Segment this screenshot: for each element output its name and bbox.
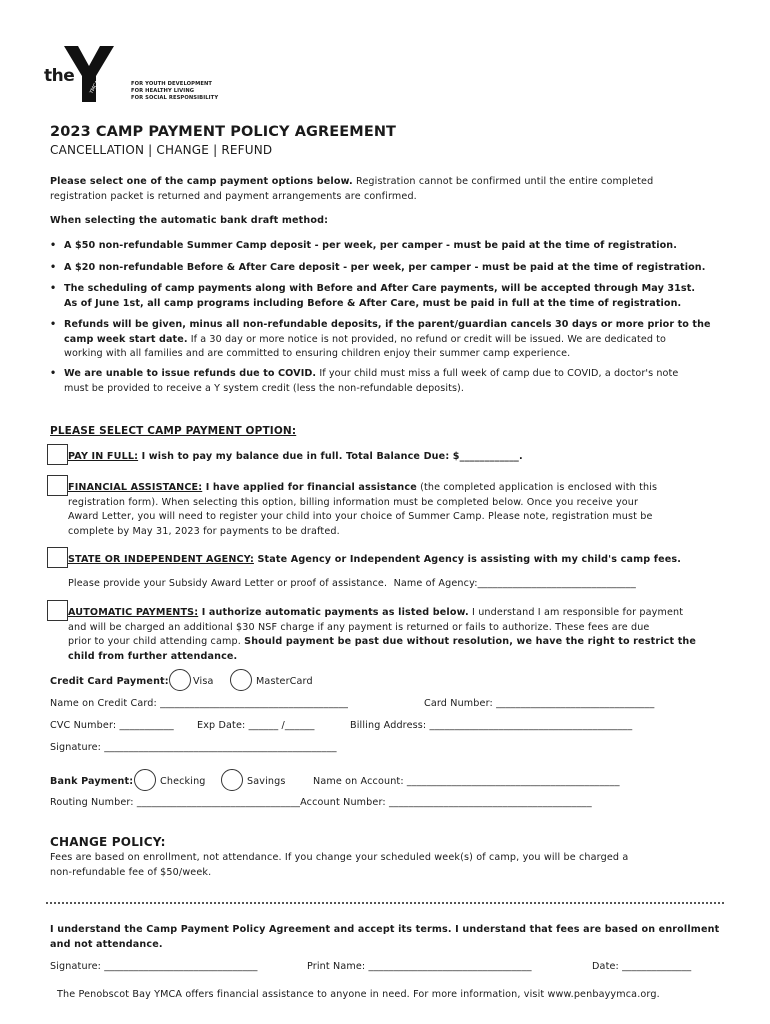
logo-ymca-text: YMCA (88, 79, 101, 95)
financial-assistance-label: FINANCIAL ASSISTANCE: I have applied for financial assistance (the completed application is enclosed with this registration form). When selecting this option, billing information must be completed below. Once you receive your Award Letter, you will need to register your child into your choice of Summer Camp. Please note, registration must be complete by May 31, 2023 for payments to be drafted. (68, 482, 658, 537)
exp-date-field[interactable]: Exp Date: ______ /______ (197, 720, 315, 731)
change-policy-text: Fees are based on enrollment, not attendance. If you change your scheduled week(s) of camp, you will be charged a non-refundable fee of $50/week. (50, 852, 629, 878)
payment-option-heading: PLEASE SELECT CAMP PAYMENT OPTION: (50, 425, 297, 437)
state-agency-label: STATE OR INDEPENDENT AGENCY: State Agency or Independent Agency is assisting with my child's camp fees. (68, 554, 682, 565)
pay-in-full-label: PAY IN FULL: I wish to pay my balance due in full. Total Balance Due: $____________. (68, 451, 523, 462)
page-title: 2023 CAMP PAYMENT POLICY AGREEMENT (50, 124, 397, 140)
bank-payment-label: Bank Payment: (50, 776, 134, 787)
ymca-logo-icon (62, 44, 116, 104)
draft-heading: When selecting the automatic bank draft method: (50, 215, 329, 226)
visa-radio[interactable] (169, 669, 191, 691)
mastercard-label: MasterCard (256, 676, 313, 687)
card-number-field[interactable]: Card Number: ________________________________ (424, 698, 655, 709)
checking-label: Checking (160, 776, 206, 787)
checking-radio[interactable] (134, 769, 156, 791)
name-on-account-field[interactable]: Name on Account: ___________________________________________ (313, 776, 620, 787)
state-agency-checkbox[interactable] (47, 547, 68, 568)
change-policy-heading: CHANGE POLICY: (50, 835, 166, 849)
billing-address-field[interactable]: Billing Address: _________________________________________ (350, 720, 633, 731)
intro-paragraph: Please select one of the camp payment options below. Registration cannot be confirmed until the entire completed registration packet is returned and payment arrangements are confirmed. (50, 176, 654, 202)
savings-label: Savings (247, 776, 286, 787)
credit-signature-field[interactable]: Signature: _______________________________________________ (50, 742, 337, 753)
divider (46, 902, 724, 904)
logo-tagline: FOR YOUTH DEVELOPMENT FOR HEALTHY LIVING FOR SOCIAL RESPONSIBILITY (131, 81, 219, 101)
agency-name-field[interactable]: Please provide your Subsidy Award Letter or proof of assistance. Name of Agency:________________________________ (68, 578, 636, 589)
agreement-text: I understand the Camp Payment Policy Agreement and accept its terms. I understand that fees are based on enrollment and not attendance. (50, 924, 720, 950)
savings-radio[interactable] (221, 769, 243, 791)
print-name-field[interactable]: Print Name: _________________________________ (307, 961, 532, 972)
credit-card-label: Credit Card Payment: (50, 676, 169, 687)
mastercard-radio[interactable] (230, 669, 252, 691)
routing-account-field[interactable]: Routing Number: _________________________________Account Number: _________________________________________ (50, 797, 592, 808)
pay-in-full-checkbox[interactable] (47, 444, 68, 465)
page-subtitle: CANCELLATION | CHANGE | REFUND (50, 143, 273, 157)
signoff-signature-field[interactable]: Signature: _______________________________ (50, 961, 258, 972)
footer-note: The Penobscot Bay YMCA offers financial assistance to anyone in need. For more information, visit www.penbayymca.org. (57, 989, 660, 1000)
automatic-payments-label: AUTOMATIC PAYMENTS: I authorize automatic payments as listed below. I understand I am responsible for payment and will be charged an additional $30 NSF charge if any payment is returned or fails to authorize. These fees are due prior to your child attending camp. Should payment be past due without resolution, we have the right to restrict the child from further attendance. (68, 607, 697, 662)
financial-assistance-checkbox[interactable] (47, 475, 68, 496)
automatic-payments-checkbox[interactable] (47, 600, 68, 621)
name-on-card-field[interactable]: Name on Credit Card: ______________________________________ (50, 698, 349, 709)
logo-the-text: the (44, 66, 75, 86)
date-field[interactable]: Date: ______________ (592, 961, 692, 972)
cvc-field[interactable]: CVC Number: ___________ (50, 720, 174, 731)
visa-label: Visa (193, 676, 214, 687)
